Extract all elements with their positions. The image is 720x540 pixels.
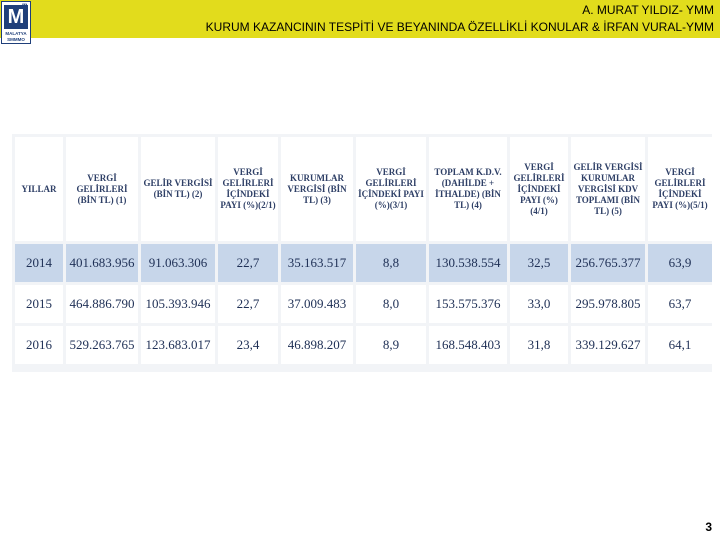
col-header: VERGİ GELİRLERİ İÇİNDEKİ PAYI (%)(5/1): [648, 137, 712, 241]
table-row: [15, 285, 712, 323]
table-cell: 2016: [15, 326, 63, 364]
table-cell: 2015: [15, 285, 63, 323]
col-header: VERGİ GELİRLERİ İÇİNDEKİ PAYI (%)(4/1): [510, 137, 568, 241]
table-cell: 32,5: [510, 244, 568, 282]
table-cell: 529.263.765: [66, 326, 138, 364]
table-cell: 64,1: [648, 326, 712, 364]
logo-line1: MALATYA: [5, 31, 27, 36]
table-cell: 130.538.554: [429, 244, 507, 282]
col-header: YILLAR: [15, 137, 63, 241]
tax-table-container: [12, 134, 712, 372]
table-cell: 295.978.805: [571, 285, 645, 323]
table-cell: 23,4: [218, 326, 278, 364]
logo: [1, 1, 31, 44]
table-cell: 401.683.956: [66, 244, 138, 282]
table-cell: 153.575.376: [429, 285, 507, 323]
table-row: [15, 244, 712, 282]
col-header: GELİR VERGİSİ (BİN TL) (2): [141, 137, 215, 241]
table-cell: 8,8: [356, 244, 426, 282]
table-cell: 63,7: [648, 285, 712, 323]
table-row: [15, 326, 712, 364]
page-number: 3: [705, 520, 712, 534]
table-cell: 256.765.377: [571, 244, 645, 282]
table-cell: 33,0: [510, 285, 568, 323]
logo-superscript: m: [22, 3, 28, 9]
col-header: VERGİ GELİRLERİ (BİN TL) (1): [66, 137, 138, 241]
tax-revenue-table: [12, 134, 715, 367]
table-cell: 22,7: [218, 285, 278, 323]
table-cell: 123.683.017: [141, 326, 215, 364]
col-header: VERGİ GELİRLERİ İÇİNDEKİ PAYI (%)(3/1): [356, 137, 426, 241]
table-cell: 91.063.306: [141, 244, 215, 282]
table-cell: 168.548.403: [429, 326, 507, 364]
table-cell: 22,7: [218, 244, 278, 282]
table-cell: 105.393.946: [141, 285, 215, 323]
col-header: VERGİ GELİRLERİ İÇİNDEKİ PAYI (%)(2/1): [218, 137, 278, 241]
table-cell: 37.009.483: [281, 285, 353, 323]
author-title: A. MURAT YILDIZ- YMM: [582, 3, 714, 17]
presentation-subtitle: KURUM KAZANCININ TESPİTİ VE BEYANINDA ÖZELLİKLİ KONULAR & İRFAN VURAL-YMM: [205, 20, 714, 34]
logo-line2: SMMMO: [7, 37, 25, 42]
table-cell: 63,9: [648, 244, 712, 282]
table-cell: 8,0: [356, 285, 426, 323]
table-cell: 46.898.207: [281, 326, 353, 364]
table-cell: 35.163.517: [281, 244, 353, 282]
logo-letter: M: [4, 5, 28, 29]
table-header-row: [15, 137, 712, 241]
col-header: GELİR VERGİSİ KURUMLAR VERGİSİ KDV TOPLAMI (BİN TL) (5): [571, 137, 645, 241]
col-header: TOPLAM K.D.V. (DAHİLDE + İTHALDE) (BİN TL) (4): [429, 137, 507, 241]
table-cell: 464.886.790: [66, 285, 138, 323]
table-cell: 2014: [15, 244, 63, 282]
col-header: KURUMLAR VERGİSİ (BİN TL) (3): [281, 137, 353, 241]
table-cell: 31,8: [510, 326, 568, 364]
table-cell: 339.129.627: [571, 326, 645, 364]
table-cell: 8,9: [356, 326, 426, 364]
